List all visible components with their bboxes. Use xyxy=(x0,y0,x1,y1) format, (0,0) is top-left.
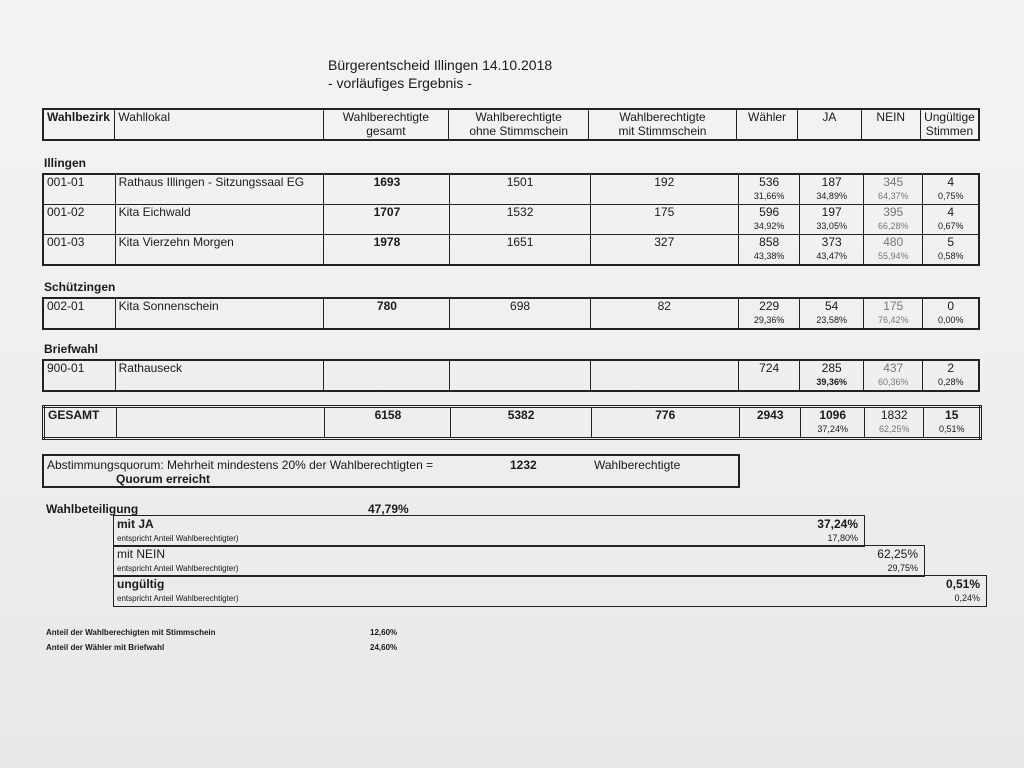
footer-briefwahl-label: Anteil der Wähler mit Briefwahl xyxy=(46,643,165,652)
bar-nein-label: mit NEIN xyxy=(117,547,165,561)
cell-nein: 175 76,42% xyxy=(863,298,923,329)
header-ja: JA xyxy=(798,109,861,140)
cell-nein: 345 64,37% xyxy=(863,174,923,205)
cell-lokal: Kita Eichwald xyxy=(115,205,324,235)
cell-nein: 395 66,28% xyxy=(863,205,923,235)
header-mit: Wahlberechtigte mit Stimmschein xyxy=(589,109,737,140)
bar-nein xyxy=(113,545,925,577)
cell-mit: 327 xyxy=(590,235,738,266)
cell-bezirk: 900-01 xyxy=(43,360,115,391)
cell-waehler: 596 34,92% xyxy=(738,205,800,235)
cell-gesamt xyxy=(324,360,450,391)
bar-ja-share: 17,80% xyxy=(827,533,858,543)
bar-ja-sub: entspricht Anteil Wahlberechtigter) xyxy=(117,534,239,543)
illingen-table xyxy=(42,173,980,266)
cell-lokal xyxy=(116,407,325,439)
quorum-unit: Wahlberechtigte xyxy=(594,458,681,472)
bar-nein-pct: 62,25% xyxy=(877,547,918,561)
cell-ung: 4 0,75% xyxy=(923,174,979,205)
cell-bezirk: 002-01 xyxy=(43,298,115,329)
cell-ja: 285 39,36% xyxy=(800,360,864,391)
cell-ung: 4 0,67% xyxy=(923,205,979,235)
briefwahl-table xyxy=(42,359,980,392)
cell-gesamt: 1707 xyxy=(324,205,450,235)
footer-stimmschein-label: Anteil der Wahlberechigten mit Stimmschein xyxy=(46,628,216,637)
header-wahlbezirk: Wahlbezirk xyxy=(43,109,115,140)
cell-bezirk: 001-01 xyxy=(43,174,115,205)
bar-ung-share: 0,24% xyxy=(954,593,980,603)
cell-mit: 192 xyxy=(590,174,738,205)
cell-ohne: 1651 xyxy=(450,235,590,266)
header-nein: NEIN xyxy=(861,109,920,140)
cell-gesamt: 1978 xyxy=(324,235,450,266)
cell-lokal: Rathauseck xyxy=(115,360,324,391)
header-gesamt: Wahlberechtigte gesamt xyxy=(323,109,449,140)
cell-ja: 187 34,89% xyxy=(800,174,864,205)
table-row xyxy=(43,174,979,205)
group-illingen: Illingen xyxy=(44,156,86,170)
cell-ja: 373 43,47% xyxy=(800,235,864,266)
header-ohne: Wahlberechtigte ohne Stimmschein xyxy=(449,109,589,140)
cell-ohne: 698 xyxy=(450,298,590,329)
schuetzingen-table xyxy=(42,297,980,330)
group-briefwahl: Briefwahl xyxy=(44,342,99,356)
total-ung: 15 0,51% xyxy=(924,407,981,439)
cell-ung: 5 0,58% xyxy=(923,235,979,266)
table-row xyxy=(43,298,979,329)
header-wahllokal: Wahllokal xyxy=(115,109,323,140)
quorum-box xyxy=(42,454,740,488)
bar-ja xyxy=(113,515,865,547)
total-gesamt: 6158 xyxy=(325,407,451,439)
cell-nein: 480 55,94% xyxy=(863,235,923,266)
cell-ohne: 1501 xyxy=(450,174,590,205)
cell-mit xyxy=(590,360,738,391)
cell-gesamt: 780 xyxy=(324,298,450,329)
cell-lokal: Kita Vierzehn Morgen xyxy=(115,235,324,266)
document-title xyxy=(328,56,552,92)
footer-briefwahl-value: 24,60% xyxy=(370,643,398,652)
title-line-1: Bürgerentscheid Illingen 14.10.2018 xyxy=(328,57,553,73)
cell-ohne xyxy=(450,360,590,391)
cell-bezirk: 001-03 xyxy=(43,235,115,266)
total-ohne: 5382 xyxy=(451,407,591,439)
cell-ung: 0 0,00% xyxy=(923,298,979,329)
quorum-value: 1232 xyxy=(510,458,537,472)
quorum-status: Quorum erreicht xyxy=(116,472,211,486)
bar-ung xyxy=(113,575,987,607)
cell-mit: 175 xyxy=(590,205,738,235)
group-schuetzingen: Schützingen xyxy=(44,280,116,294)
cell-ung: 2 0,28% xyxy=(923,360,979,391)
bar-ja-label: mit JA xyxy=(117,517,154,531)
total-table xyxy=(42,405,982,440)
header-ungueltig: Ungültige Stimmen xyxy=(920,109,979,140)
total-row xyxy=(44,407,981,439)
table-row xyxy=(43,235,979,266)
bar-ung-pct: 0,51% xyxy=(945,577,980,591)
total-nein: 1832 62,25% xyxy=(864,407,924,439)
cell-waehler: 858 43,38% xyxy=(738,235,800,266)
cell-ohne: 1532 xyxy=(450,205,590,235)
cell-gesamt: 1693 xyxy=(324,174,450,205)
footer-stimmschein-value: 12,60% xyxy=(370,628,398,637)
table-row xyxy=(43,360,979,391)
title-line-2: - vorläufiges Ergebnis - xyxy=(328,75,472,91)
cell-mit: 82 xyxy=(590,298,738,329)
total-label: GESAMT xyxy=(44,407,117,439)
cell-lokal: Kita Sonnenschein xyxy=(115,298,324,329)
bar-nein-share: 29,75% xyxy=(887,563,918,573)
bar-ung-sub: entspricht Anteil Wahlberechtigter) xyxy=(117,594,239,603)
cell-waehler: 724 xyxy=(738,360,800,391)
cell-ja: 197 33,05% xyxy=(800,205,864,235)
total-waehler: 2943 xyxy=(739,407,801,439)
cell-nein: 437 60,36% xyxy=(863,360,923,391)
wahlbeteiligung-label: Wahlbeteiligung xyxy=(46,502,139,516)
cell-waehler: 536 31,66% xyxy=(738,174,800,205)
bar-ja-pct: 37,24% xyxy=(817,517,858,531)
header-waehler: Wähler xyxy=(736,109,797,140)
wahlbeteiligung-value: 47,79% xyxy=(368,502,409,516)
cell-ja: 54 23,58% xyxy=(800,298,864,329)
cell-waehler: 229 29,36% xyxy=(738,298,800,329)
cell-lokal: Rathaus Illingen - Sitzungssaal EG xyxy=(115,174,324,205)
bar-nein-sub: entspricht Anteil Wahlberechtigter) xyxy=(117,564,239,573)
header-table xyxy=(42,108,980,141)
cell-bezirk: 001-02 xyxy=(43,205,115,235)
table-row xyxy=(43,205,979,235)
total-mit: 776 xyxy=(591,407,739,439)
total-ja: 1096 37,24% xyxy=(801,407,865,439)
bar-ung-label: ungültig xyxy=(117,577,165,591)
quorum-text: Abstimmungsquorum: Mehrheit mindestens 20% der Wahlberechtigten = xyxy=(47,458,434,472)
